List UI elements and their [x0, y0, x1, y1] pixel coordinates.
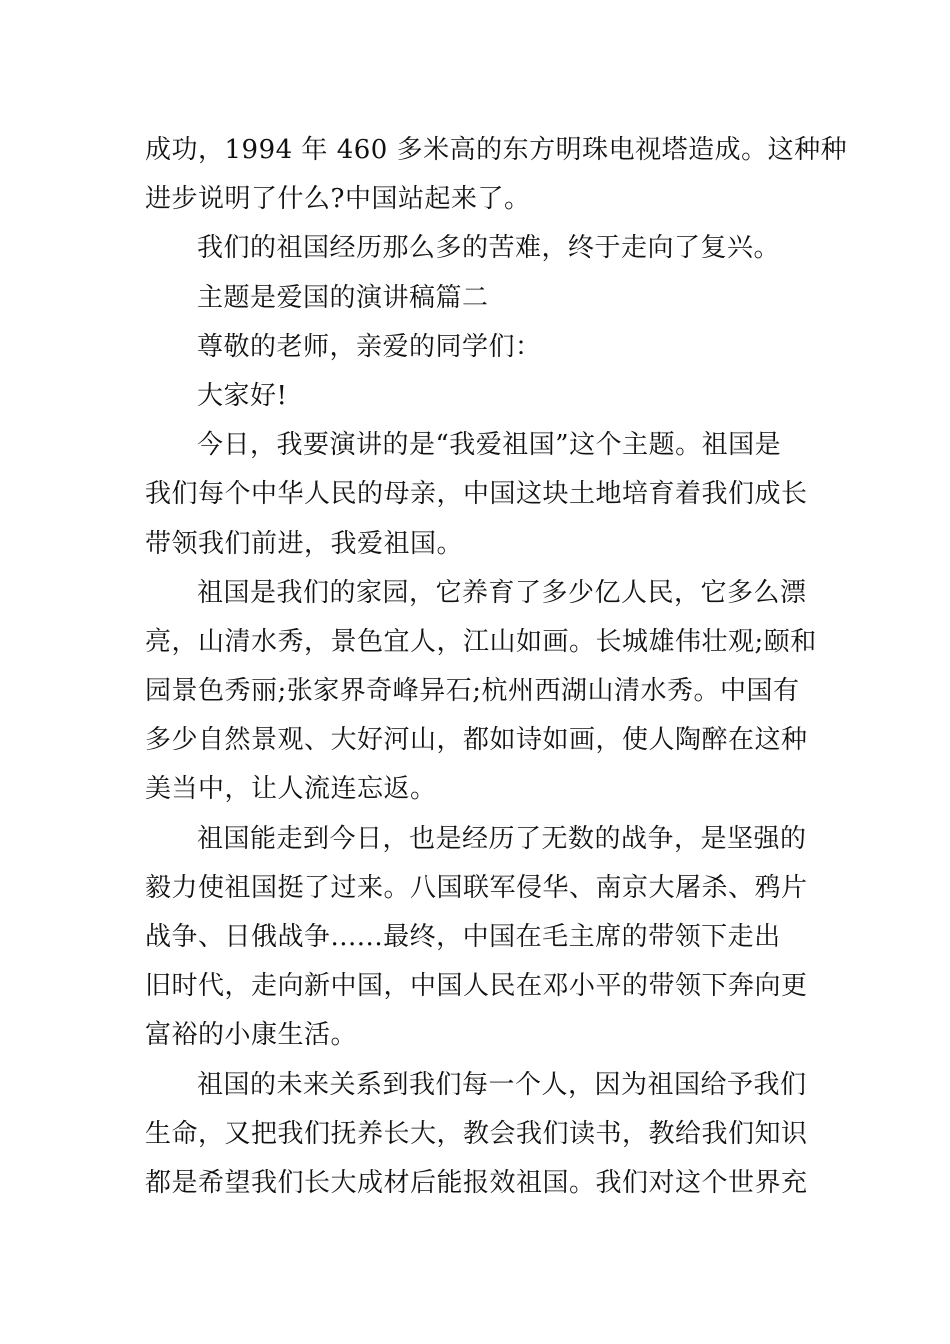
text-line: 祖国是我们的家园，它养育了多少亿人民，它多么漂	[197, 577, 807, 608]
text-line: 亮，山清水秀，景色宜人，江山如画。长城雄伟壮观;颐和	[145, 626, 817, 657]
text-line: 生命，又把我们抚养长大，教会我们读书，教给我们知识	[145, 1118, 808, 1149]
text-line: 祖国能走到今日，也是经历了无数的战争，是坚强的	[197, 823, 807, 854]
text-line: 进步说明了什么?中国站起来了。	[145, 184, 531, 215]
text-line: 我们的祖国经历那么多的苦难，终于走向了复兴。	[197, 233, 781, 264]
text-line: 旧时代，走向新中国，中国人民在邓小平的带领下奔向更	[145, 971, 808, 1002]
text-line: 多少自然景观、大好河山，都如诗如画，使人陶醉在这种	[145, 725, 808, 756]
paragraph	[145, 421, 815, 569]
text-line: 成功，1994 年 460 多米高的东方明珠电视塔造成。这种种	[145, 135, 848, 165]
paragraph	[145, 323, 815, 372]
text-line: 大家好!	[197, 380, 288, 411]
paragraph	[145, 815, 815, 1061]
paragraph	[145, 1061, 815, 1209]
text-line: 毅力使祖国挺了过来。八国联军侵华、南京大屠杀、鸦片	[145, 872, 808, 903]
paragraph	[145, 126, 848, 224]
text-line: 富裕的小康生活。	[145, 1020, 358, 1051]
paragraph	[145, 274, 815, 323]
text-line: 祖国的未来关系到我们每一个人，因为祖国给予我们	[197, 1069, 807, 1100]
text-line: 我们每个中华人民的母亲，中国这块土地培育着我们成长	[145, 479, 808, 510]
paragraph	[145, 569, 815, 815]
text-line: 主题是爱国的演讲稿篇二	[197, 282, 489, 313]
text-line: 都是希望我们长大成材后能报效祖国。我们对这个世界充	[145, 1167, 808, 1198]
text-line: 美当中，让人流连忘返。	[145, 774, 437, 805]
paragraph	[145, 372, 815, 421]
document-body	[145, 126, 848, 1208]
text-line: 园景色秀丽;张家界奇峰异石;杭州西湖山清水秀。中国有	[145, 676, 800, 707]
text-line: 带领我们前进，我爱祖国。	[145, 528, 464, 559]
text-line: 尊敬的老师，亲爱的同学们：	[197, 331, 542, 362]
text-line: 今日，我要演讲的是“我爱祖国”这个主题。祖国是	[197, 430, 782, 461]
paragraph	[145, 224, 815, 273]
text-line: 战争、日俄战争......最终，中国在毛主席的带领下走出	[145, 922, 781, 952]
